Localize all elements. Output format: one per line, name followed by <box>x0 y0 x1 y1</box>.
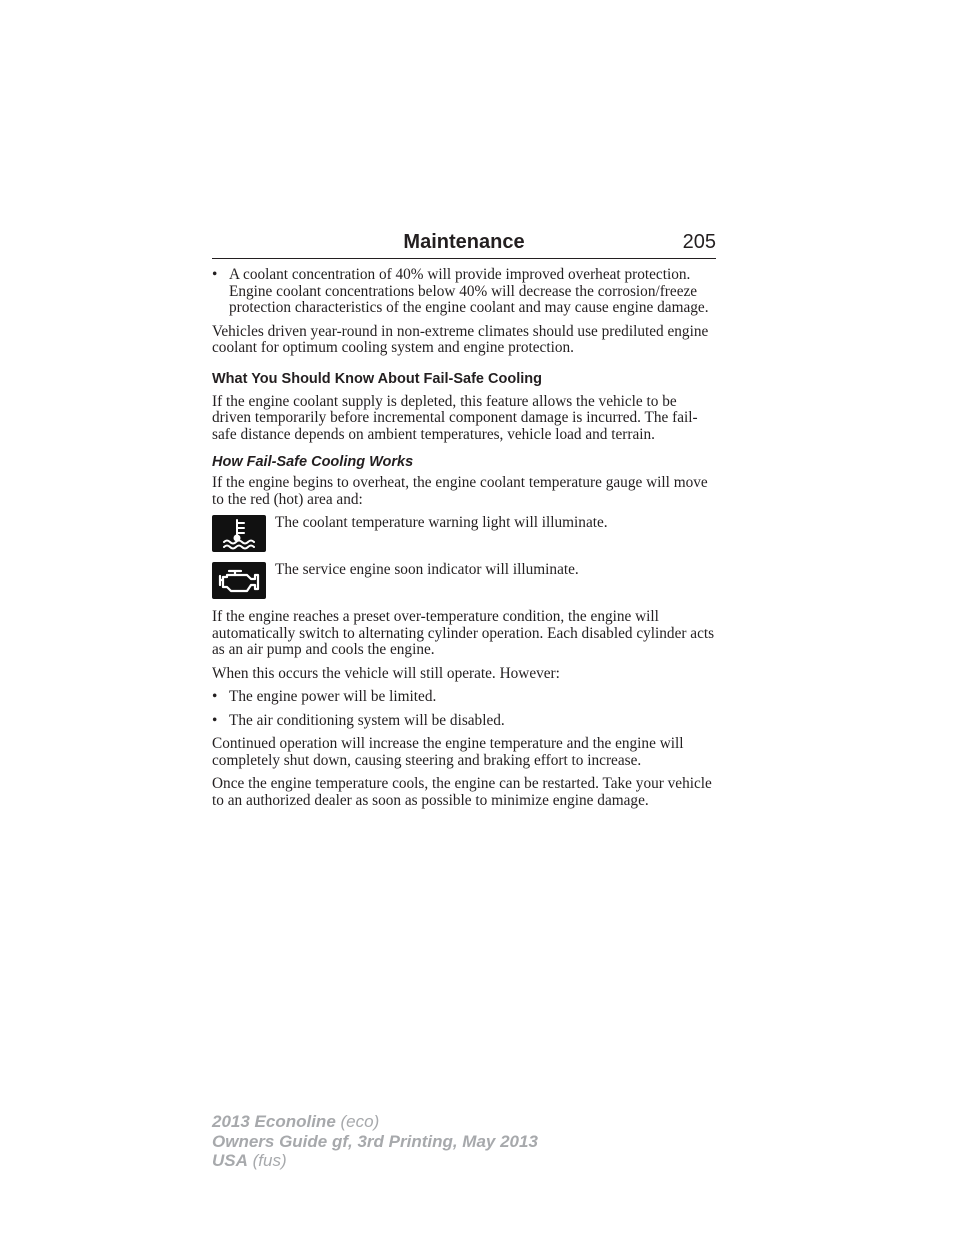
footer-region: USA <box>212 1151 248 1170</box>
paragraph: Once the engine temperature cools, the engine can be restarted. Take your vehicle to an authorized dealer as soon as possible to minimize engine damage. <box>212 775 712 809</box>
indicator-row <box>212 562 718 602</box>
paragraph: If the engine reaches a preset over-temperature condition, the engine will automatically switch to alternating cylinder operation. Each disabled cylinder acts as an air pump and cools the engine. <box>212 608 715 658</box>
bullet-item <box>212 689 718 706</box>
bullet-item <box>212 713 718 730</box>
paragraph: Continued operation will increase the engine temperature and the engine will completely shut down, causing steering and braking effort to increase. <box>212 735 684 769</box>
footer-model: 2013 Econoline <box>212 1112 336 1131</box>
bullet-dot: • <box>212 266 218 283</box>
bullet-item <box>212 267 718 317</box>
page-footer <box>212 1112 538 1171</box>
footer-model-code: (eco) <box>335 1112 380 1131</box>
section-title: Maintenance <box>403 231 525 253</box>
footer-line-guide <box>212 1132 538 1152</box>
page-header <box>212 228 716 259</box>
section-heading: What You Should Know About Fail-Safe Cooling <box>212 370 542 387</box>
engine-icon <box>212 562 266 599</box>
indicator-row <box>212 515 718 555</box>
bullet-dot: • <box>212 688 218 705</box>
coolant-temperature-icon <box>212 515 266 552</box>
footer-line-region <box>212 1151 538 1171</box>
bullet-text: A coolant concentration of 40% will provide improved overheat protection. Engine coolant concentrations below 40% will decrease the corrosion/freeze protection characteristics of the engine coolant and may cause engine damage. <box>229 266 709 316</box>
footer-line-model <box>212 1112 538 1132</box>
paragraph: Vehicles driven year-round in non-extreme climates should use prediluted engine coolant for optimum cooling system and engine protection. <box>212 322 709 356</box>
bullet-text: The engine power will be limited. <box>229 688 437 705</box>
subsection-heading: How Fail-Safe Cooling Works <box>212 454 414 470</box>
bullet-text: The air conditioning system will be disabled. <box>229 711 505 729</box>
indicator-text: The coolant temperature warning light will illuminate. <box>275 514 608 531</box>
page-content <box>212 267 718 816</box>
paragraph: If the engine begins to overheat, the engine coolant temperature gauge will move to the red (hot) area and: <box>212 474 708 508</box>
bullet-dot: • <box>212 711 218 729</box>
footer-guide: Owners Guide gf, 3rd Printing, May 2013 <box>212 1131 538 1151</box>
paragraph: If the engine coolant supply is depleted, this feature allows the vehicle to be driven temporarily before incremental component damage is incurred. The fail-safe distance depends on ambient temperatures, vehicle load and terrain. <box>212 392 698 443</box>
footer-region-code: (fus) <box>247 1151 287 1170</box>
page-number: 205 <box>682 231 716 253</box>
indicator-text: The service engine soon indicator will illuminate. <box>275 561 579 578</box>
paragraph: When this occurs the vehicle will still operate. However: <box>212 664 560 682</box>
